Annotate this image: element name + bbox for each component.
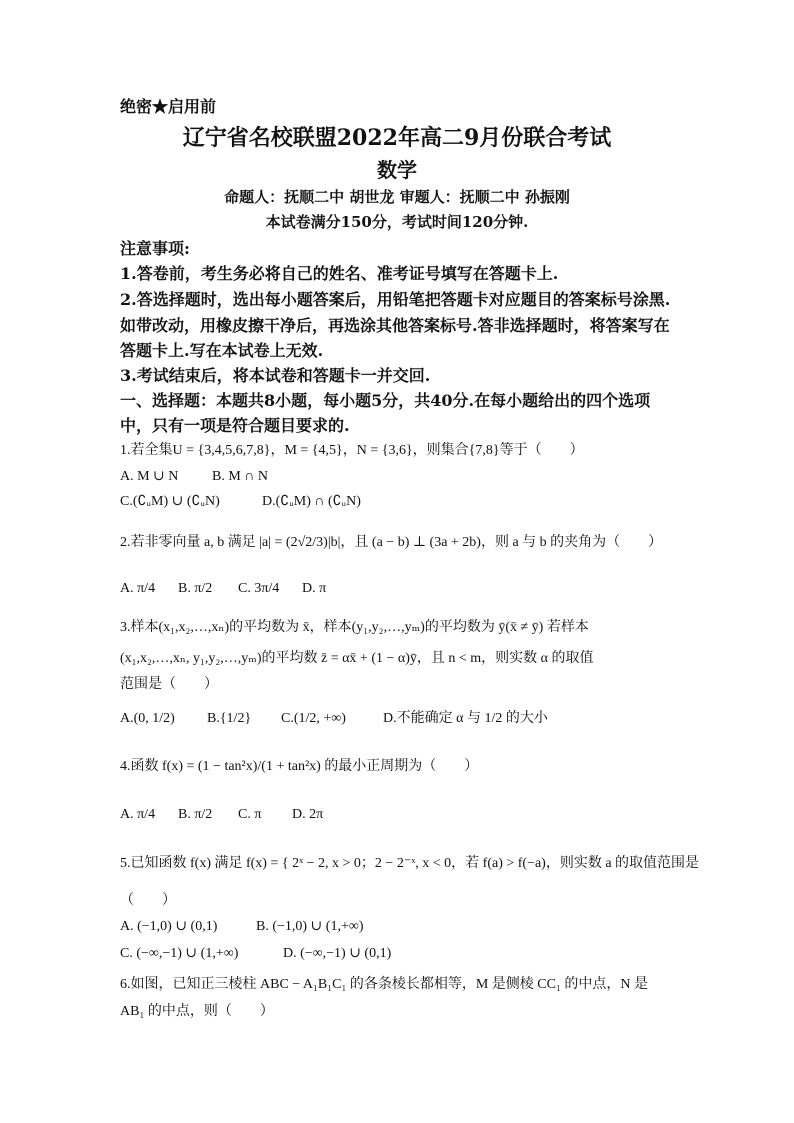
question-1-option-a: A. M ∪ N: [120, 469, 179, 484]
question-6-stem-cont: AB₁ 的中点，则（ ）: [120, 1004, 274, 1019]
question-1-option-b: B. M ∩ N: [212, 469, 269, 484]
question-2-option-a: A. π/4: [120, 581, 156, 596]
question-2-option-b: B. π/2: [178, 581, 213, 596]
question-1-option-c: C.(∁ᵤM) ∪ (∁ᵤN): [120, 494, 220, 509]
question-4-option-c: C. π: [238, 807, 262, 822]
note-line: 1.答卷前，考生务必将自己的姓名、准考证号填写在答题卡上.: [120, 264, 559, 283]
question-5-option-b: B. (−1,0) ∪ (1,+∞): [256, 919, 364, 934]
question-5-option-a: A. (−1,0) ∪ (0,1): [120, 919, 218, 934]
secret-tag: 绝密★启用前: [120, 97, 217, 116]
question-4-option-b: B. π/2: [178, 807, 213, 822]
question-2-option-c: C. 3π/4: [238, 581, 280, 596]
question-4-option-d: D. 2π: [292, 807, 324, 822]
exam-title: 辽宁省名校联盟2022年高二9月份联合考试: [182, 125, 612, 151]
question-1-stem: 1.若全集U = {3,4,5,6,7,8}，M = {4,5}，N = {3,6}，则集合{7,8}等于（ ）: [120, 443, 584, 458]
question-3-stem-cont: (x₁,x₂,…,xₙ, y₁,y₂,…,yₘ)的平均数 z̄ = αx̄ + (1 − α)ȳ，且 n < m，则实数 α 的取值: [120, 651, 594, 666]
question-5-option-c: C. (−∞,−1) ∪ (1,+∞): [120, 946, 239, 961]
note-line: 2.答选择题时，选出每小题答案后，用铅笔把答题卡对应题目的答案标号涂黑.: [120, 290, 671, 309]
subject-title: 数学: [377, 158, 417, 182]
question-5-option-d: D. (−∞,−1) ∪ (0,1): [283, 946, 392, 961]
note-line: 答题卡上.写在本试卷上无效.: [120, 341, 324, 360]
question-2-option-d: D. π: [302, 581, 327, 596]
question-3-stem: 3.样本(x₁,x₂,…,xₙ)的平均数为 x̄，样本(y₁,y₂,…,yₘ)的平均数为 ȳ(x̄ ≠ ȳ) 若样本: [120, 620, 589, 635]
question-1-option-d: D.(∁ᵤM) ∩ (∁ᵤN): [262, 494, 361, 509]
note-line: 3.考试结束后，将本试卷和答题卡一并交回.: [120, 366, 431, 385]
question-3-option-b: B.{1/2}: [207, 711, 252, 726]
question-5-stem-cont: （ ）: [120, 893, 176, 908]
section-heading-cont: 中，只有一项是符合题目要求的.: [120, 416, 350, 435]
question-3-stem-cont: 范围是（ ）: [120, 677, 218, 692]
section-heading: 一、选择题：本题共8小题，每小题5分，共40分.在每小题给出的四个选项: [120, 391, 651, 410]
question-4-option-a: A. π/4: [120, 807, 156, 822]
notes-heading: 注意事项:: [120, 239, 190, 258]
question-3-option-d: D.不能确定 α 与 1/2 的大小: [383, 711, 548, 726]
question-6-stem: 6.如图，已知正三棱柱 ABC − A₁B₁C₁ 的各条棱长都相等，M 是侧棱 CC₁ 的中点，N 是: [120, 977, 648, 992]
question-3-option-a: A.(0, 1/2): [120, 711, 175, 726]
question-2-stem: 2.若非零向量 a, b 满足 |a| = (2√2/3)|b|，且 (a − b) ⊥ (3a + 2b)，则 a 与 b 的夹角为（ ）: [120, 535, 663, 550]
authors-line: 命题人：抚顺二中 胡世龙 审题人：抚顺二中 孙振刚: [224, 188, 570, 206]
question-3-option-c: C.(1/2, +∞): [281, 711, 346, 726]
question-4-stem: 4.函数 f(x) = (1 − tan²x)/(1 + tan²x) 的最小正周期为（ ）: [120, 759, 479, 774]
note-line: 如带改动，用橡皮擦干净后，再选涂其他答案标号.答非选择题时，将答案写在: [120, 316, 670, 335]
question-5-stem: 5.已知函数 f(x) 满足 f(x) = { 2ˣ − 2, x > 0；2 − 2⁻ˣ, x < 0，若 f(a) > f(−a)，则实数 a 的取值范围是: [120, 856, 700, 871]
exam-info: 本试卷满分150分，考试时间120分钟.: [265, 213, 529, 231]
